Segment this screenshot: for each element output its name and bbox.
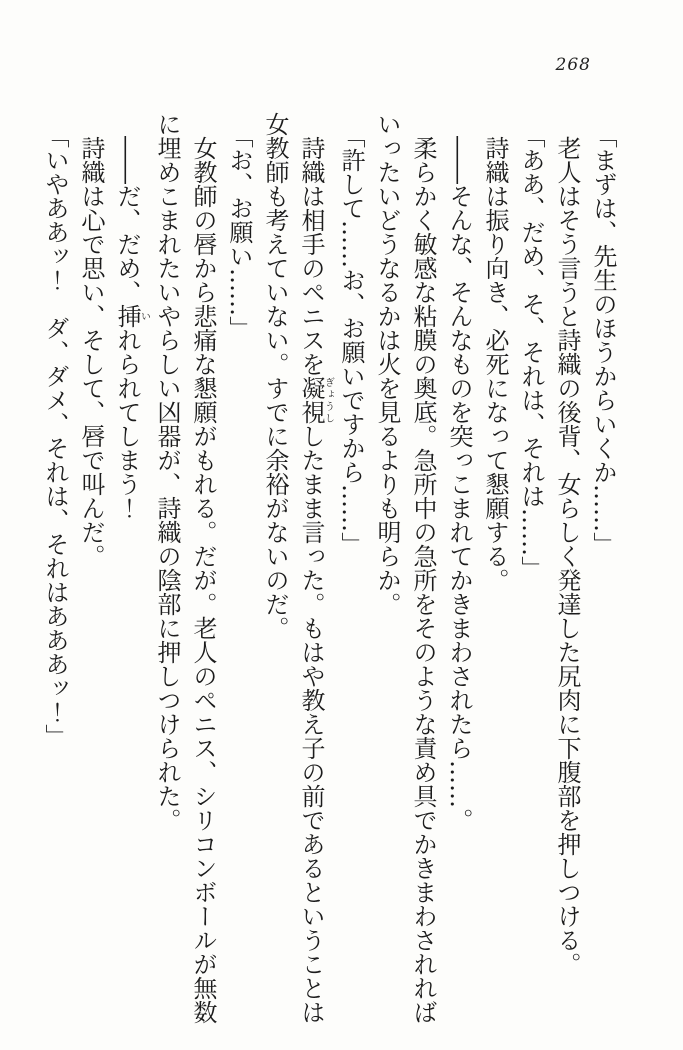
ruby-annotated-word: 挿い bbox=[113, 304, 150, 328]
paragraph: 詩織は心で思い、そして、唇で叫んだ。 bbox=[77, 136, 105, 568]
paragraph: ――そんな、そんなものを突っこまれてかきまわされたら……。 bbox=[445, 136, 473, 832]
paragraph: 「許して……お、お願いですから……」 bbox=[337, 124, 365, 556]
paragraph: 老人はそう言うと詩織の後背、女らしく発達した尻肉に下腹部を押しつける。 bbox=[553, 136, 581, 976]
paragraph: 柔らかく敏感な粘膜の奥底。急所中の急所をそのような責め具でかきまわされればいったいどうなるかは火を見るよりも明らか。 bbox=[373, 112, 437, 1024]
text-block bbox=[37, 112, 621, 1028]
paragraph: 女教師の唇から悲痛な懇願がもれる。だが。老人のペニス、シリコンボールが無数に埋めこまれたいやらしい凶器が、詩織の陰部に押しつけられた。 bbox=[153, 112, 217, 1024]
paragraph: ――だ、だめ、挿いれられてしまう！ bbox=[113, 136, 150, 520]
paragraph: 詩織は相手のペニスを凝視ぎょうししたまま言った。もはや教え子の前であるということは女教師も考えていない。すでに余裕がないのだ。 bbox=[261, 112, 334, 1024]
paragraph: 「まずは、先生のほうからいくか……」 bbox=[589, 124, 617, 556]
paragraph: 詩織は振り向き、必死になって懇願する。 bbox=[481, 136, 509, 592]
paragraph: 「お、お願い……」 bbox=[225, 124, 253, 340]
paragraph: 「ああ、だめ、そ、それは、それは……」 bbox=[517, 124, 545, 580]
paragraph: 「いやああッ！ ダ、ダメ、それは、それはあああッ！」 bbox=[41, 124, 69, 748]
page-number: 268 bbox=[555, 55, 591, 75]
ruby-annotated-word: 凝視ぎょうし bbox=[297, 376, 334, 424]
